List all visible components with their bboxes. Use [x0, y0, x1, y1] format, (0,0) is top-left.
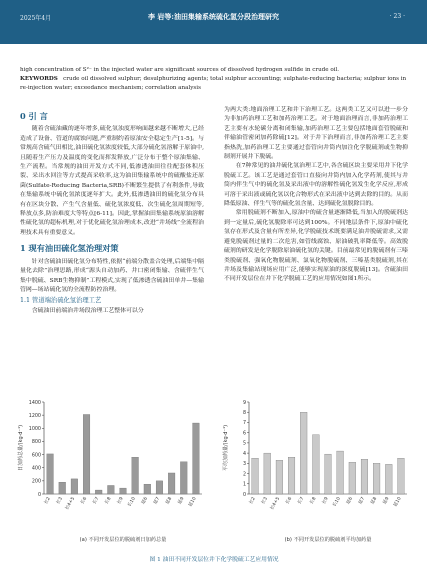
y-axis-label: 日加药总量/(kg·d⁻¹) [18, 424, 24, 472]
bar [120, 488, 127, 494]
section-1-1-heading: 1.1 管道端治硫化氢治理工艺 [20, 297, 102, 305]
issue-date: 2025年4月 [20, 15, 52, 22]
y-tick-label: 800 [31, 440, 41, 446]
x-tick-label: 长3 [55, 496, 64, 506]
bar [83, 414, 90, 494]
section-0-heading: 0 引 言 [20, 111, 48, 121]
right-paragraph-2: 在7种常见的油井硫化氢治理工艺中,各含硫区块主要采用井下化学脱硫工艺。该工艺是通过套管口直接向井筒内加入化学药剂,使其与井筒内伴生气中的硫化氢及采出液中的溶解性硫化氢发生化学反应,形成可溶于采出液或硫化氢以化合物形式在采出液中达到去除的目的。从而降低原油、伴生气等的硫化氢含量、达到硫化氢脱除目的。 [224, 163, 408, 208]
subfigure-caption: (b) 不同开发层位的脱硫剂平均加药量 [284, 537, 372, 543]
figure-caption: 图 1 油田不同开发层位井下化学脱硫工艺应用情况 [149, 557, 279, 563]
keywords-text: crude oil dissolved sulphur; desulphurizing agents; total sulphur accounting; sulphate-reducing bacteria; sulphur ions in re-injection water; exceedance mechanism; correlation analysis [20, 76, 407, 91]
chart-axis [44, 402, 202, 494]
y-tick-label: 1200 [28, 413, 41, 419]
intro-paragraph: 随着含硫油藏的逐年增多,硫化氢浊度形响面越来越不断增大,已经造成了设备、管道的腐蚀问题,严重制约着原油安全稳定生产[1-5]。与常规高含硫气田相比,油田硫化氢浓度较低,大部分硫化氢溶解于原油中,且随着生产压力及温度的变化而挥发释放,广泛分布于整个原油集输、生产流程。当常规的油田开发方式不同,低渗透油田往往配套体积压裂、采出水回注等方式提高采收率,这为油田集输系统中的硫酸盐还原菌(Sulfate-Reducing Bacteria,SRB)不断繁生提供了有利条件,导致在集输系统中硫化氢浓度逐年扩大。此外,低渗透油田的硫化氢分布具有在区块分散、产生气含量低、硫化氢浓度低、次生硫化氢周期短等,释放点多,防治难度大等特点[6-11]。因此,掌握油田集输系统原油溶解性硫化氢的超标机理,对于优化硫化氢治理成本,改进“井场线”全流程治理技术具有重要意义。 [20, 126, 204, 236]
y-tick-label: 7 [242, 421, 246, 427]
y-tick-label: 0 [242, 492, 246, 498]
y-tick-label: 200 [31, 479, 41, 485]
bar [313, 435, 320, 494]
bar [47, 454, 54, 494]
bar [168, 473, 175, 494]
right-paragraph-3: 常用脱硫剂不断加入,原油中的硫含量逐渐降低,当加入的脱硫剂达到一定量后,硫化氢脱除率可达到100%。不同地层条件下,原油中硫化氢存在形式及含量有所差异,化学脱硫技术既要满足油井脱硫需求,又需避免脱硫剂过量的二次危害,如管线腐蚀、原油破乳率降低等。高效脱硫剂的研发是化学脱除原油硫化氢的关键。目前最常见的脱硫剂有三嗪类脱硫剂、强氧化物脱硫剂、氯氧化物脱硫剂、三嗪基类脱硫剂,其在井场及集输站现场应用广泛,能够实现原油的深度脱硫[13]。含硫油田不同开发层位在井下化学脱硫工艺的应用情况如图1所示。 [224, 210, 408, 283]
y-tick-label: 1 [242, 482, 246, 488]
bar [325, 454, 332, 494]
x-tick-label: 延6 [346, 496, 355, 506]
bar [108, 485, 115, 494]
chart-b [219, 396, 414, 546]
y-tick-label: 400 [31, 466, 41, 472]
bar [385, 464, 392, 494]
bar [71, 479, 78, 494]
x-tick-label: 延10 [188, 496, 198, 508]
y-tick-label: 1400 [28, 400, 41, 406]
x-tick-label: 延7 [358, 496, 367, 506]
x-tick-label: 长6 [285, 496, 294, 506]
y-tick-label: 0 [37, 492, 41, 498]
x-tick-label: 长10 [332, 496, 342, 508]
keywords-line [20, 75, 408, 93]
y-tick-label: 2 [242, 472, 246, 478]
y-tick-label: 9 [242, 400, 246, 406]
section-1-paragraph: 针对含硫油田硫化氢分布特性,依据“前端分散盖合处理,后端集中隔量化去除”治理思路,形成“源头自动加药、井口密闭集输、含硫伴生气集中脱硫、SRB生物抑制”工程模式,实现了低渗透含硫油田单井—集输管网—场站硫化氢的全流程防控治理。 [20, 258, 204, 293]
bar [337, 451, 344, 494]
bar [193, 423, 200, 494]
abstract-line: high concentration of S²⁻ in the injected water are significant sources of dissolved hydrogen sulfide in crude oil. [20, 67, 340, 73]
x-tick-label: 延8 [165, 496, 174, 506]
x-tick-label: 长2 [43, 496, 52, 506]
y-tick-label: 600 [31, 453, 41, 459]
y-tick-label: 8 [242, 411, 246, 417]
x-tick-label: 长10 [127, 496, 137, 508]
x-tick-label: 长8 [104, 496, 113, 506]
x-tick-label: 延9 [382, 496, 391, 506]
running-title: 李 岩等:油田集输系统硫化氢分段治理研究 [147, 12, 280, 21]
right-paragraph-1: 为两大类:地面治理工艺和井下治理工艺。这两类工艺又可以进一步分为非加药治理工艺和加药治理工艺。对于地面治理而言,非加药治理工艺主要有水轮碳分离和闭集输,加药治理工艺主要包括地面套管脱硫和伴输油管密闭加药除硫[12]。对于井下治理而言,非加药治理工艺主要指热洗,加药治理工艺主要通过套管向井筒内加注化学脱硫剂或生物抑制剂开展井下脱硫。 [224, 107, 408, 161]
y-tick-label: 5 [242, 441, 246, 447]
bar [252, 458, 259, 494]
x-tick-label: 延7 [153, 496, 162, 506]
bar [132, 457, 139, 494]
page-header [0, 0, 427, 44]
x-tick-label: 长9 [321, 496, 330, 506]
x-tick-label: 长8 [309, 496, 318, 506]
y-axis-label: 平均加药量/(kg·d⁻¹) [223, 424, 229, 472]
section-1-heading: 1 现有油田硫化氢治理对策 [20, 243, 119, 254]
y-tick-label: 4 [242, 451, 246, 457]
figure-1 [14, 396, 414, 566]
bar [180, 462, 187, 494]
x-tick-label: 长2 [248, 496, 257, 506]
x-tick-label: 延8 [370, 496, 379, 506]
chart-a [14, 396, 209, 546]
right-column [224, 106, 408, 285]
x-tick-label: 长7 [297, 496, 306, 506]
bar [373, 463, 380, 494]
x-tick-label: 延9 [177, 496, 186, 506]
bar [276, 460, 283, 494]
x-tick-label: 长7 [92, 496, 101, 506]
x-tick-label: 长4+5 [64, 496, 77, 512]
bar [288, 457, 295, 494]
bar [156, 481, 163, 494]
x-tick-label: 长9 [116, 496, 125, 506]
bar [300, 412, 307, 494]
bar [95, 490, 102, 494]
abstract-block [20, 66, 408, 93]
x-tick-label: 长6 [80, 496, 89, 506]
y-tick-label: 1000 [28, 427, 41, 433]
page-number: · 23 · [389, 13, 405, 20]
x-tick-label: 延10 [393, 496, 403, 508]
left-column [20, 106, 204, 316]
subfigure-caption: (a) 不同开发层位的脱硫剂日加药总量 [79, 537, 167, 543]
y-tick-label: 6 [242, 431, 246, 437]
bar [349, 462, 356, 494]
keywords-label: KEYWORDS [20, 76, 58, 82]
x-tick-label: 长3 [260, 496, 269, 506]
section-1-1-paragraph: 含硫油田前端治井场段治理工艺整体可以分 [31, 307, 144, 314]
bar [361, 459, 368, 494]
x-tick-label: 延6 [141, 496, 150, 506]
y-tick-label: 3 [242, 462, 246, 468]
bar [59, 482, 66, 494]
bar [398, 458, 405, 494]
bar [264, 453, 271, 494]
bar [144, 484, 151, 494]
x-tick-label: 长4+5 [269, 496, 282, 512]
